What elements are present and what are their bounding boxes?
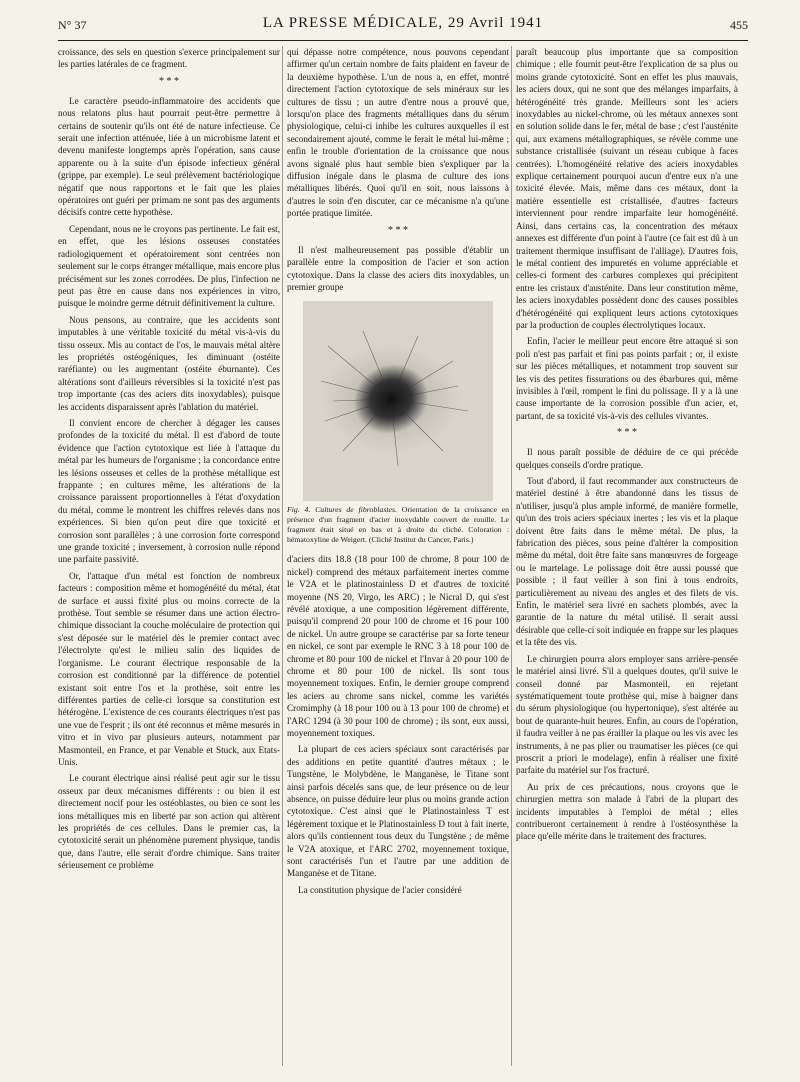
header-rule [58, 40, 748, 41]
paragraph: qui dépasse notre compétence, nous pouvons cependant affirmer qu'un certain nombre de faits plaident en faveur de la deuxième hypothèse. L'un de nous a, en effet, montré directement l'action cytotoxique de sels minéraux sur les cultures de tissu ; un autre d'entre nous a prouvé que, lorsqu'on place des fragments métalliques dans du sérum physiologique, celui-ci inhibe les cultures auxquelles il est secondairement ajouté, comme le ferait le métal lui-même ; enfin le trouble d'orientation de la croissance que nous avons signalé plus haut semble bien s'expliquer par la diffusion inégale dans le plasma de culture des ions métalliques libérés. Quoi qu'il en soit, nous laissons à d'autres le soin d'en discuter, car ce mécanisme n'a qu'une portée pratique limitée. [287, 47, 509, 219]
paragraph: La plupart de ces aciers spéciaux sont caractérisés par des additions en petite quantité d'autres métaux ; le Tungstène, le Molybdène, le Manganèse, le Titane sont ainsi parfois décelés sans que, de leur présence ou de leur absence, on puisse déduire leur plus ou moins grande action cytotoxique. C'est ainsi que le Platinostainless T est légèrement toxique et le Platinostainless D tout à fait inerte, alors qu'ils contiennent tous deux du Tungstène ; de même le V2A atoxique, et l'ARC 2702, moyennement toxique, sont caractérisés l'un et l'autre par une addition de Manganèse et de Titane. [287, 744, 509, 879]
paragraph: Enfin, l'acier le meilleur peut encore être attaqué si son poli n'est pas parfait et fini pas points parfait ; or, il existe sur les pièces métalliques, et notamment trop souvent sur les vis des petites fissurations ou des ébarbures qui, même invisibles à l'œil, rompent le fini du polissage. Il y a là une cause importante de la corrosion possible d'un acier, et, partant, de sa toxicité vis-à-vis des cellules vivantes. [516, 336, 738, 421]
paragraph: Cependant, nous ne le croyons pas pertinente. Le fait est, en effet, que les lésions osseuses constatées radiologiquement et opératoirement sont centrées non seulement sur le corps étranger métallique, mais encore plus précisément sur les zones corrodées. De plus, l'infection ne peut pas être en cause dans nos expériences in vitro, puisque le moindre germe détruit définitivement la culture. [58, 223, 280, 309]
column-right [516, 46, 738, 1066]
section-asterism: * * * [388, 224, 408, 236]
paragraph: paraît beaucoup plus importante que sa composition chimique ; elle fournit peut-être l'explication de sa plus ou moins grande cytotoxicité. Sont en effet les plus mauvais, les aciers doux, qui ne sont que des mélanges imparfaits, à hétérogénéité très grande. Meilleurs sont les aciers inoxydables au nickel-chrome, où les métaux annexes sont en solution solide dans le fer, métal de base ; c'est l'austénite qui, aux examens métallographiques, se révèle comme une substance cristallisée (suivant un réseau cubique à faces centrées). L'homogénéité relative des aciers inoxydables explique certainement pourquoi aucun d'entre eux n'a une toxicité élevée. Mais, même dans ces métaux, dont la matière essentielle est cristallisée, d'autres facteurs interviennent pour rendre imparfaite leur homogénéité. Ainsi, dans certains cas, la concentration des métaux annexes est différente d'un point à l'autre (ce fait est dû à un traitement thermique insuffisant de l'alliage). D'autres fois, le métal contient des impuretés en volume appréciable et celles-ci forment des carbures complexes qui précipitent entre les cristaux d'austénite. Dans leur constitution même, les aciers inoxydables possèdent donc des causes possibles d'hétérogénéité qui expliquent leurs actions cytotoxiques par la production de couples électrolytiques locaux. [516, 47, 738, 330]
paragraph: Or, l'attaque d'un métal est fonction de nombreux facteurs : composition même et homogénéité du métal, état de surface et aussi fixité plus ou moins correcte de la prothèse. Tout semble se résumer dans une action électro-chimique dissociant la couche moléculaire de protection qui s'est déposée sur le matériel dès le premier contact avec l'électrolyte qu'est le milieu salin des liquides de l'organisme. Le courant électrique responsable de la corrosion est conditionné par la différence de potentiel existant soit entre l'os et la prothèse, soit entre les différentes parties de celle-ci lorsque sa constitution est hétérogène. L'existence de ces courants électriques n'est pas une vue de l'esprit ; ils ont été reconnus et même mesurés in vitro et in vivo par plusieurs auteurs, notamment par Masmonteil, en France, et par Venable et Stuck, aux Etats-Unis. [58, 570, 280, 767]
paragraph: Il n'est malheureusement pas possible d'établir un parallèle entre la composition de l'acier et son action cytotoxique. Dans la classe des aciers dits inoxydables, un premier groupe [287, 244, 509, 292]
section-asterism: * * * [159, 75, 179, 87]
paragraph: Le caractère pseudo-inflammatoire des accidents que nous relatons plus haut pourrait peut-être permettre à certains de soutenir qu'ils ont été de nature infectieuse. Ce serait une infection atténuée, liée à un microbisme latent et devenu manifeste longtemps après l'opération, sans cause apparente ou à la suite d'un épisode infectieux général (grippe, par exemple). Le seul prélèvement bactériologique négatif que nous rapportons et le fait que les plaies opératoires ont guéri per primam ne sont pas des arguments décisifs contre cette hypothèse. [58, 95, 280, 218]
column-middle [287, 46, 509, 1066]
paragraph: Le courant électrique ainsi réalisé peut agir sur le tissu osseux par deux mécanismes différents : ou bien il est directement nocif pour les ostéoblastes, ou bien ce sont les ions métalliques mis en liberté par son action qui altèrent les propriétés de ces cellules. Dans le premier cas, la cytotoxicité serait un phénomène purement physique, tandis que, dans l'autre, elle serait d'ordre chimique. Sans traiter sérieusement ce problème [58, 773, 280, 871]
micrograph-image [303, 301, 493, 501]
paragraph: d'aciers dits 18.8 (18 pour 100 de chrome, 8 pour 100 de nickel) comprend des métaux parfaitement inertes comme le V2A et le platinostainless D et d'autres de toxicité moyenne (NS 20, Virgo, les ARC) ; le Nicral D, qui s'est révélé atoxique, a une composition légèrement différente, puisqu'il comprend 20 pour 100 de chrome et 16 pour 100 de nickel. Un autre groupe se caractérise par sa forte teneur en nickel, ce sont par exemple le RNC 3 à 18 pour 100 de chrome et 80 pour 100 de nickel et l'Invar à 20 pour 100 de chrome et 80 pour 100 de nickel. Ils sont tous moyennement toxiques. Enfin, le dernier groupe comprend les aciers au chrome sans nickel, comme les variétés Cromimphy (à 18 pour 100 ou à 13 pour 100 de chrome) et l'ARC 1294 (à 30 pour 100 de chrome) ; ils sont, eux aussi, moyennement toxiques. [287, 554, 509, 738]
figure-caption [287, 505, 509, 545]
paragraph: Au prix de ces précautions, nous croyons que le chirurgien mettra son malade à l'abri de la plupart des incidents imputables à l'emploi de métal ; elles contribueront certainement à rendre à l'ostéosynthèse la place qu'elle mérite dans le traitement des fractures. [516, 781, 738, 842]
column-divider [511, 46, 512, 1066]
page-number: 455 [730, 18, 748, 32]
column-divider [282, 46, 283, 1066]
figure-caption-body: Orientation de la croissance en présence d'un fragment d'acier inoxydable couvert de rouille. Le fragment était situé en bas et à droite du cliché. Coloration : hématoxyline de Weigert. (Cliché Institut du Cancer, Paris.) [287, 505, 509, 545]
journal-title: LA PRESSE MÉDICALE, 29 Avril 1941 [262, 15, 544, 31]
column-left [58, 46, 280, 1066]
figure-caption-title: Fig. 4. Cultures de fibroblastes. [287, 505, 397, 515]
figure-fibroblast-culture [303, 301, 493, 501]
paragraph: Le chirurgien pourra alors employer sans arrière-pensée le matériel ainsi livré. S'il a quelques doutes, qu'il suive le conseil donné par Masmonteil, en rejetant systématiquement toute prothèse qui, mise à baigner dans du sérum physiologique (ou hypertonique), s'est altérée au bout de quarante-huit heures. Enfin, au cours de l'opération, il faudra veiller à ne pas érailler la plaque ou les vis avec les instruments, à ne pas plier ou traumatiser les pièces (ce qui proscrit a priori le modelage), enfin à réaliser une fixité parfaite du matériel sur l'os fracturé. [516, 653, 738, 776]
paragraph: Il convient encore de chercher à dégager les causes profondes de la toxicité du métal. Il est d'abord de toute évidence que l'action cytotoxique est liée à l'attaque du métal par les humeurs de l'organisme ; la concordance entre les lésions osseuses et celles de la prothèse métallique est frappante ; en cultures même, les altérations de la croissance paraissent proportionnelles à l'état d'oxydation du métal, comme le montrent les chiffres relevés dans nos expériences. Si bien qu'on peut dire que toxicité et corrosion sont parallèles ; à une corrosion forte correspond une grande toxicité ; inversement, à corrosion nulle répond une parfaite passivité. [58, 417, 280, 565]
issue-number: N° 37 [58, 18, 87, 32]
paragraph: Tout d'abord, il faut recommander aux constructeurs de matériel destiné à être abandonné dans les tissus de n'utiliser, jusqu'à plus ample informé, de manière formelle, qu'un des trois aciers spéciaux inertes ; les vis et la plaque doivent être faits dans le même métal. De plus, la fabrication des pièces, sous peine d'altérer la composition même du métal, doit être faite sans manœuvres de forgeage ou le martelage. Le polissage doit être aussi poussé que possible ; il faut veiller à son fini à tous endroits, particulièrement au niveau des angles et des filets de vis. Enfin, le matériel sera livré en sachets plombés, avec la garantie de la nature du métal utilisé. Il serait aussi désirable que celle-ci soit indiquée en frappe sur les plaques et la tête des vis. [516, 476, 738, 648]
section-asterism: * * * [617, 427, 637, 439]
page-header [58, 14, 748, 36]
paragraph: croissance, des sels en question s'exerce principalement sur les parties latérales de ce fragment. [58, 47, 280, 70]
paragraph: Nous pensons, au contraire, que les accidents sont imputables à une véritable toxicité du métal vis-à-vis du tissu osseux. Mis au contact de l'os, le mauvais métal altère les propriétés ostéogéniques, les diminuant (ostéite raréfiante) ou les augmentant (ostéite éburnante). Ces altérations sont d'ailleurs réversibles si la toxicité n'est pas trop importante (cas des aciers dits inoxydables), puisque les accidents disparaissent après l'ablation du matériel. [58, 314, 280, 412]
paragraph: La constitution physique de l'acier considéré [298, 884, 462, 895]
paragraph: Il nous paraît possible de déduire de ce qui précède quelques conseils d'ordre pratique. [516, 447, 738, 470]
